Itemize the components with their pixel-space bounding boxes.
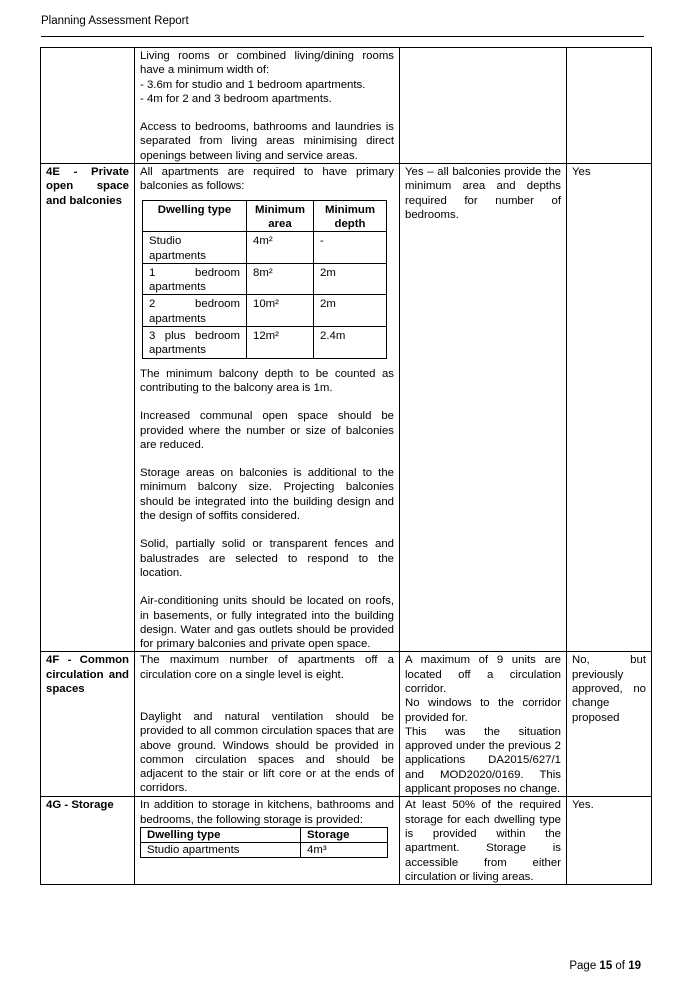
- list-item: - 3.6m for studio and 1 bedroom apartments.: [140, 78, 366, 91]
- table-cell: -: [314, 232, 387, 264]
- table-row: [143, 327, 387, 359]
- paragraph: This was the situation approved under the previous 2 applications DA2015/627/1 and MOD2020/0169. This applicant proposes no change.: [405, 725, 561, 796]
- table-cell: 2m: [314, 295, 387, 327]
- table-row: [143, 295, 387, 327]
- control-label: 4E - Private open space and balconies: [41, 164, 135, 652]
- column-header: Dwelling type: [143, 200, 247, 232]
- complies-cell: Yes: [567, 164, 652, 652]
- paragraph: All apartments are required to have primary balconies as follows:: [140, 166, 394, 193]
- control-label: 4F - Common circulation and spaces: [41, 652, 135, 797]
- complies-cell: No, but previously approved, no change proposed: [567, 652, 652, 797]
- current-page: 15: [599, 960, 613, 972]
- table-cell: 2m: [314, 263, 387, 295]
- list-item: - 4m for 2 and 3 bedroom apartments.: [140, 92, 332, 105]
- table-row: [141, 842, 388, 857]
- table-row-4e: [41, 164, 652, 652]
- page-number: [569, 960, 641, 972]
- control-label: 4G - Storage: [41, 797, 135, 885]
- paragraph: In addition to storage in kitchens, bathrooms and bedrooms, the following storage is provided:: [140, 799, 394, 826]
- table-row: [143, 232, 387, 264]
- paragraph: Solid, partially solid or transparent fences and balustrades are selected to respond to the location.: [140, 538, 394, 579]
- table-cell: 2.4m: [314, 327, 387, 359]
- paragraph: Access to bedrooms, bathrooms and laundries is separated from living areas minimising direct openings between living and service areas.: [140, 121, 394, 162]
- header-rule: [41, 36, 644, 37]
- control-cell: [41, 48, 135, 164]
- requirement-cell: [135, 164, 400, 652]
- assessment-cell: Yes – all balconies provide the minimum area and depths required for number of bedrooms.: [400, 164, 567, 652]
- table-cell: 8m²: [247, 263, 314, 295]
- storage-table: [140, 827, 388, 858]
- paragraph: Air-conditioning units should be located on roofs, in basements, or fully integrated into the building design. Water and gas outlets should be provided for primary balconies and private open space.: [140, 595, 394, 651]
- requirement-cell: [135, 652, 400, 797]
- table-row-4g: [41, 797, 652, 885]
- assessment-cell: [400, 652, 567, 797]
- table-cell: 4m³: [301, 842, 388, 857]
- column-header: Storage: [301, 827, 388, 842]
- table-cell: 3 plus bedroom apartments: [143, 327, 247, 359]
- assessment-table: [40, 47, 652, 885]
- table-header-row: [141, 827, 388, 842]
- complies-cell: [567, 48, 652, 164]
- table-row-living-rooms: [41, 48, 652, 164]
- column-header: Dwelling type: [141, 827, 301, 842]
- paragraph: Increased communal open space should be provided where the number or size of balconies are reduced.: [140, 410, 394, 451]
- table-cell: Studio apartments: [141, 842, 301, 857]
- table-row: [143, 263, 387, 295]
- paragraph: Storage areas on balconies is additional to the minimum balcony size. Projecting balconies should be integrated into the building design and the design of soffits considered.: [140, 467, 394, 523]
- page-sep: of: [612, 960, 629, 972]
- total-pages: 19: [628, 960, 641, 972]
- paragraph: A maximum of 9 units are located off a circulation corridor.: [405, 654, 561, 695]
- table-cell: Studio apartments: [143, 232, 247, 264]
- requirement-cell: [135, 48, 400, 164]
- assessment-cell: At least 50% of the required storage for each dwelling type is provided within the apartment. Storage is accessible from either circulation or living areas.: [400, 797, 567, 885]
- complies-cell: Yes.: [567, 797, 652, 885]
- table-cell: 12m²: [247, 327, 314, 359]
- requirement-cell: [135, 797, 400, 885]
- paragraph: The maximum number of apartments off a circulation core on a single level is eight.: [140, 654, 394, 681]
- paragraph: Living rooms or combined living/dining rooms have a minimum width of:: [140, 50, 394, 77]
- assessment-cell: [400, 48, 567, 164]
- table-cell: 10m²: [247, 295, 314, 327]
- paragraph: The minimum balcony depth to be counted as contributing to the balcony area is 1m.: [140, 367, 394, 394]
- table-cell: 4m²: [247, 232, 314, 264]
- table-cell: 1 bedroom apartments: [143, 263, 247, 295]
- paragraph: No windows to the corridor provided for.: [405, 697, 561, 724]
- page-prefix: Page: [569, 960, 600, 972]
- table-row-4f: [41, 652, 652, 797]
- balcony-table: [142, 200, 387, 359]
- header-title: Planning Assessment Report: [41, 15, 189, 27]
- column-header: Minimum depth: [314, 200, 387, 232]
- table-cell: 2 bedroom apartments: [143, 295, 247, 327]
- table-header-row: [143, 200, 387, 232]
- paragraph: Daylight and natural ventilation should be provided to all common circulation spaces that are above ground. Windows should be provided in common circulation spaces and should be adjacent to the stair or lift core or at the ends of corridors.: [140, 710, 394, 795]
- column-header: Minimum area: [247, 200, 314, 232]
